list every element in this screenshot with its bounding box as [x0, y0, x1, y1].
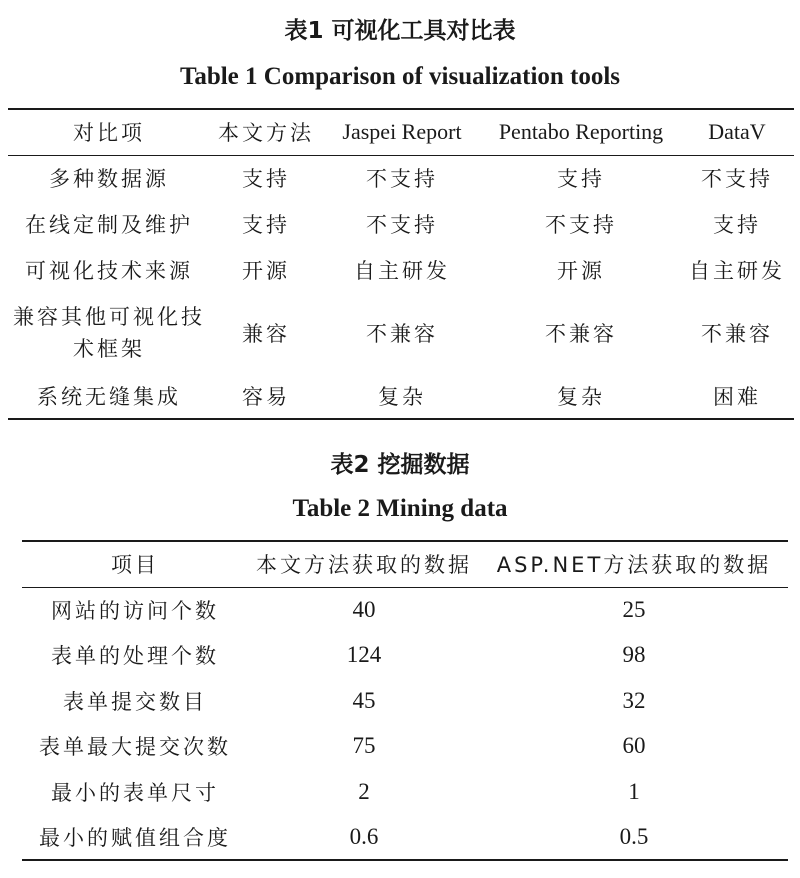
- table-row: [22, 678, 788, 724]
- table-row: [22, 769, 788, 815]
- table-cell: 不支持: [701, 167, 773, 192]
- table-cell: 支持: [242, 167, 290, 192]
- table-row: [22, 633, 788, 679]
- table-cell: 60: [622, 733, 646, 759]
- table-cell: 支持: [557, 167, 605, 192]
- table-cell: 开源: [557, 259, 605, 283]
- header-datav: DataV: [680, 109, 794, 155]
- table-cell: 不支持: [545, 213, 617, 237]
- table-row: [8, 373, 794, 419]
- comparison-table: [8, 108, 794, 420]
- table-header-row: [22, 541, 788, 587]
- table-row: [22, 815, 788, 861]
- table-cell: 困难: [713, 384, 761, 409]
- table-cell: 自主研发: [689, 259, 785, 283]
- table-cell: 开源: [242, 259, 290, 283]
- table-cell: 自主研发: [354, 259, 450, 283]
- table-cell: 最小的赋值组合度: [39, 825, 231, 850]
- table-row: [8, 155, 794, 201]
- table-cell: 系统无缝集成: [37, 384, 181, 409]
- mining-data-table: [22, 540, 788, 861]
- table-cell: 75: [352, 733, 376, 759]
- table-cell: 最小的表单尺寸: [51, 780, 219, 805]
- table-cell: 不支持: [366, 213, 438, 237]
- table-cell: 32: [622, 687, 646, 713]
- table-cell: 兼容其他可视化技术框架: [13, 305, 205, 361]
- table-cell: 45: [352, 687, 376, 713]
- table-cell: 复杂: [378, 384, 426, 409]
- table2-title-en: Table 2 Mining data: [292, 495, 508, 522]
- header-item: 项目: [22, 541, 248, 587]
- table-cell: 124: [346, 642, 382, 668]
- table-row: [8, 247, 794, 293]
- table-cell: 表单提交数目: [63, 689, 207, 714]
- table-row: [22, 587, 788, 633]
- table-cell: 40: [352, 597, 376, 622]
- table-cell: 不支持: [366, 167, 438, 192]
- table-cell: 98: [622, 642, 646, 668]
- table-cell: 0.6: [349, 823, 379, 849]
- table-cell: 复杂: [557, 384, 605, 409]
- header-this-method: 本文方法: [210, 109, 322, 155]
- header-pentabo-reporting: Pentabo Reporting: [482, 109, 680, 155]
- header-this-method-data: 本文方法获取的数据: [248, 541, 480, 587]
- table-row: [8, 293, 794, 373]
- table-cell: 表单的处理个数: [51, 644, 219, 669]
- table-cell: 不兼容: [701, 322, 773, 346]
- table-cell: 支持: [242, 213, 290, 237]
- header-jaspei-report: Jaspei Report: [322, 109, 482, 155]
- table-cell: 不兼容: [545, 322, 617, 346]
- table1-title-cn: 表1 可视化工具对比表: [284, 18, 516, 44]
- table2-title-cn: 表2 挖掘数据: [330, 452, 470, 478]
- table-row: [22, 724, 788, 770]
- table-cell: 在线定制及维护: [25, 213, 193, 237]
- table-row: [8, 201, 794, 247]
- table-cell: 容易: [242, 384, 290, 409]
- table-cell: 25: [622, 597, 646, 622]
- table-cell: 支持: [713, 213, 761, 237]
- header-comparison-item: 对比项: [8, 109, 210, 155]
- table-cell: 兼容: [242, 322, 290, 346]
- table-cell: 可视化技术来源: [25, 259, 193, 283]
- table1-title-en: Table 1 Comparison of visualization tools: [179, 63, 621, 90]
- table-cell: 多种数据源: [49, 167, 169, 192]
- table-cell: 0.5: [619, 823, 649, 849]
- table-cell: 表单最大提交次数: [39, 735, 231, 760]
- table-cell: 不兼容: [366, 322, 438, 346]
- table-cell: 网站的访问个数: [51, 599, 219, 623]
- table-cell: 1: [628, 778, 640, 804]
- table-header-row: [8, 109, 794, 155]
- table-cell: 2: [358, 778, 370, 804]
- header-aspnet-method-data: ASP.NET方法获取的数据: [480, 541, 788, 587]
